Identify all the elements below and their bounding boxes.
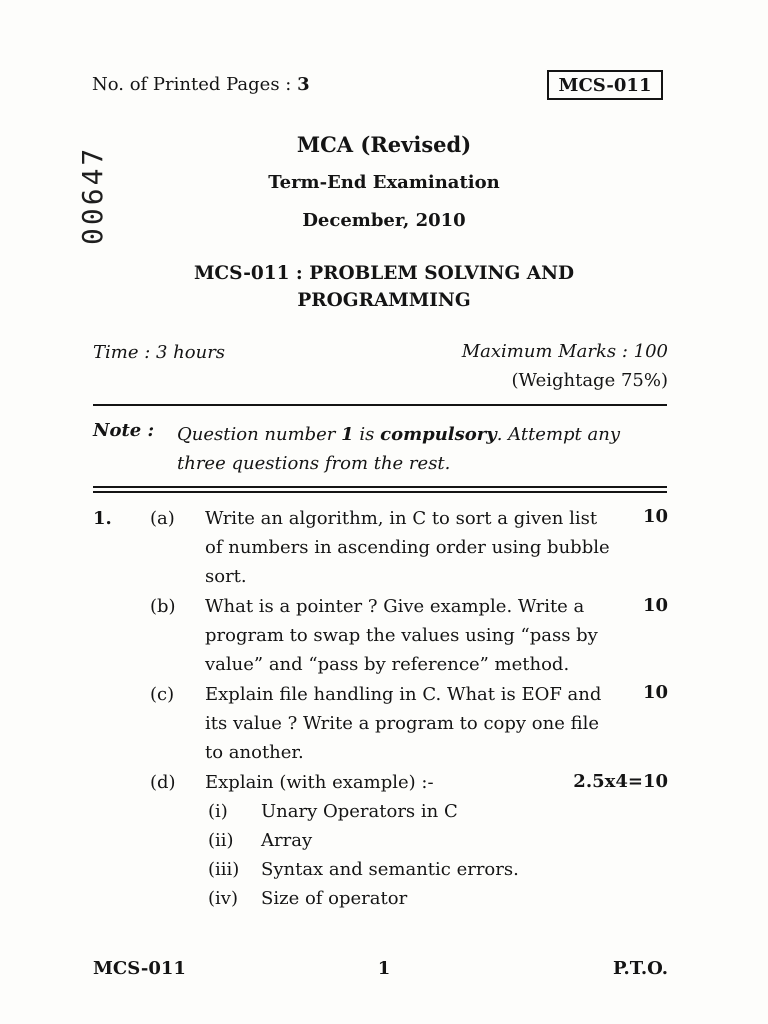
printed-pages: [92, 74, 310, 95]
footer-page-number: 1: [377, 958, 391, 979]
part-text-d: Explain (with example) :-: [205, 772, 434, 793]
weightage: (Weightage 75%): [511, 370, 668, 391]
subpart-label-iii: (iii): [208, 859, 240, 880]
printed-pages-label: No. of Printed Pages :: [92, 74, 298, 95]
printed-pages-value: 3: [297, 74, 310, 95]
exam-date: December, 2010: [302, 210, 466, 231]
time-allowed: Time : 3 hours: [93, 342, 226, 363]
divider-top: [93, 404, 667, 406]
part-label-d: (d): [150, 772, 176, 793]
part-text-a: Write an algorithm, in C to sort a given list of numbers in ascending order using bubble sort.: [205, 508, 610, 587]
part-marks-c: 10: [642, 682, 668, 703]
part-marks-d: 2.5x4=10: [573, 771, 668, 792]
subpart-text-iii: Syntax and semantic errors.: [261, 859, 519, 880]
course-code-box: MCS-011: [547, 70, 663, 100]
subpart-text-ii: Array: [261, 830, 313, 851]
divider-double-2: [93, 491, 667, 493]
part-marks-b: 10: [642, 595, 668, 616]
part-text-b: What is a pointer ? Give example. Write a program to swap the values using “pass by value” and “pass by reference” method.: [205, 596, 598, 675]
subpart-label-iv: (iv): [208, 888, 238, 909]
part-marks-a: 10: [642, 506, 668, 527]
serial-number: 00647: [76, 145, 109, 245]
exam-title: Term-End Examination: [268, 172, 500, 193]
part-label-a: (a): [150, 508, 175, 529]
footer-course-code: MCS-011: [93, 958, 186, 979]
divider-double-1: [93, 486, 667, 488]
subpart-text-i: Unary Operators in C: [261, 801, 458, 822]
footer-pto: P.T.O.: [612, 958, 668, 979]
paper-title: [0, 260, 768, 314]
subpart-label-ii: (ii): [208, 830, 234, 851]
part-text-c: Explain file handling in C. What is EOF and its value ? Write a program to copy one file to another.: [205, 684, 602, 763]
programme-title: MCA (Revised): [296, 132, 472, 157]
subpart-label-i: (i): [208, 801, 228, 822]
part-label-b: (b): [150, 596, 176, 617]
note-text: Question number 1 is compulsory. Attempt any three questions from the rest.: [177, 424, 621, 474]
paper-title-line2: PROGRAMMING: [297, 290, 471, 311]
paper-title-line1: MCS-011 : PROBLEM SOLVING AND: [193, 263, 575, 284]
note-label: Note :: [93, 420, 155, 441]
part-label-c: (c): [150, 684, 175, 705]
question-number: 1.: [93, 508, 112, 529]
maximum-marks: Maximum Marks : 100: [461, 341, 668, 362]
subpart-text-iv: Size of operator: [261, 888, 408, 909]
